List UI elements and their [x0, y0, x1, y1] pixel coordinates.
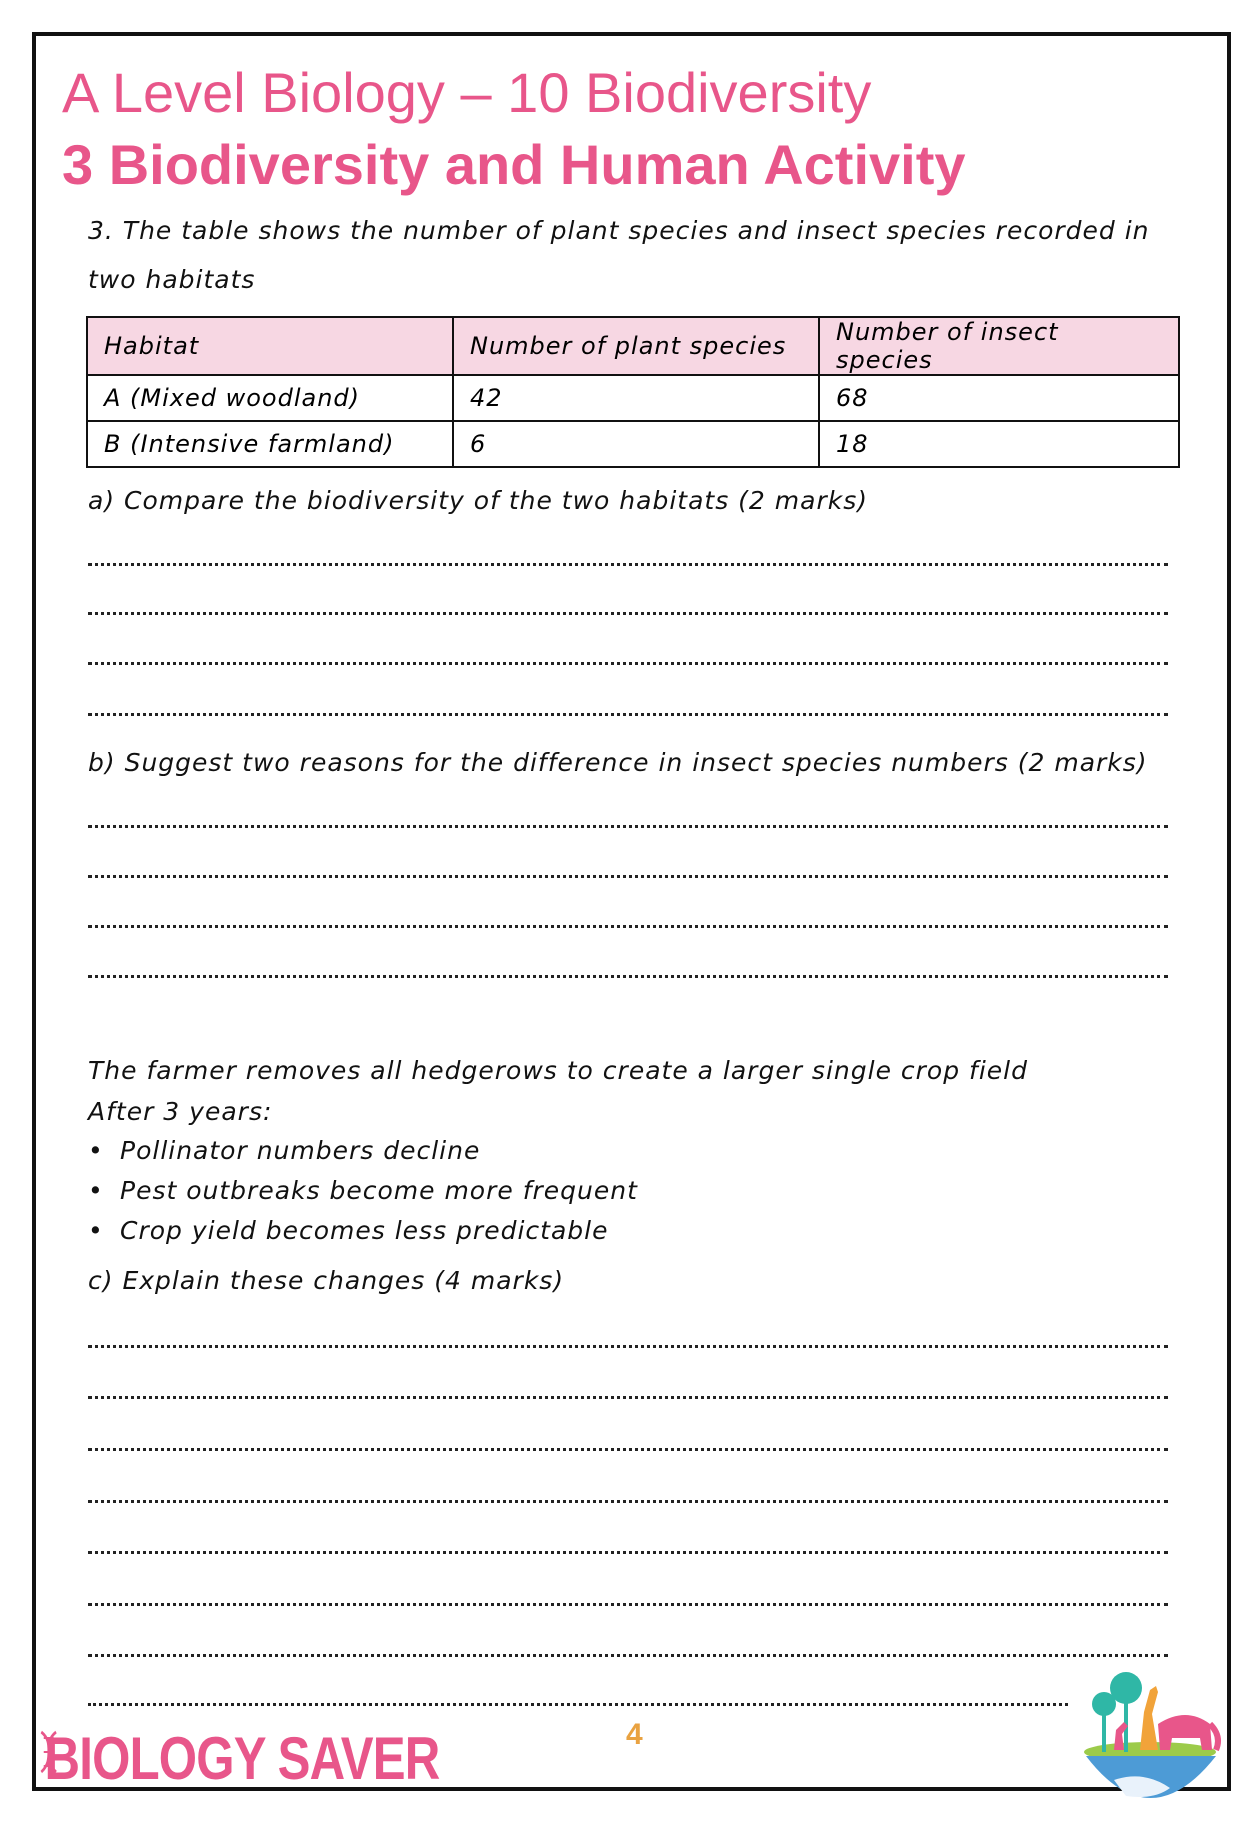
list-item: • Pest outbreaks become more frequent [88, 1171, 638, 1211]
table-header-cell: Habitat [87, 317, 453, 375]
table-cell: B (Intensive farmland) [87, 421, 453, 467]
table-header-cell: Number of insect species [819, 317, 1179, 375]
answer-line[interactable] [88, 1603, 1168, 1606]
answer-line[interactable] [88, 612, 1168, 615]
bullet-icon: • [88, 1136, 104, 1165]
question-intro: 3. The table shows the number of plant species and insect species recorded in two habitats [88, 216, 1150, 294]
answer-line[interactable] [88, 975, 1168, 978]
answer-line[interactable] [88, 662, 1168, 665]
page-number: 4 [626, 1718, 643, 1751]
answer-line[interactable] [88, 713, 1168, 716]
answer-line[interactable] [88, 563, 1168, 566]
scenario-line: The farmer removes all hedgerows to create a larger single crop field [88, 1056, 1028, 1085]
species-table [86, 316, 1180, 468]
part-a-prompt: a) Compare the biodiversity of the two habitats (2 marks) [88, 486, 868, 515]
answer-line[interactable] [88, 1345, 1168, 1348]
table-header-cell: Number of plant species [453, 317, 819, 375]
table-cell: A (Mixed woodland) [87, 375, 453, 421]
scenario-line: After 3 years: [88, 1097, 273, 1126]
table-row [87, 421, 1179, 467]
answer-line[interactable] [88, 1703, 1068, 1706]
answer-line[interactable] [88, 1448, 1168, 1451]
table-cell: 6 [453, 421, 819, 467]
page-title: A Level Biology – 10 Biodiversity [62, 61, 872, 124]
table-cell: 18 [819, 421, 1179, 467]
scenario-bullets [88, 1131, 638, 1251]
brand-logo: BIOLOGY SAVER [38, 1724, 439, 1793]
table-header-row [87, 317, 1179, 375]
table-cell: 42 [453, 375, 819, 421]
answer-line[interactable] [88, 825, 1168, 828]
answer-line[interactable] [88, 1500, 1168, 1503]
bullet-icon: • [88, 1176, 104, 1205]
part-b-prompt: b) Suggest two reasons for the difference in insect species numbers (2 marks) [88, 748, 1148, 777]
part-c-prompt: c) Explain these changes (4 marks) [88, 1266, 565, 1295]
answer-line[interactable] [88, 925, 1168, 928]
table-cell: 68 [819, 375, 1179, 421]
page-subtitle: 3 Biodiversity and Human Activity [62, 133, 966, 196]
table-row [87, 375, 1179, 421]
answer-line[interactable] [88, 1396, 1168, 1399]
list-item: • Crop yield becomes less predictable [88, 1211, 638, 1251]
answer-line[interactable] [88, 1551, 1168, 1554]
list-item: • Pollinator numbers decline [88, 1131, 638, 1171]
bullet-icon: • [88, 1216, 104, 1245]
answer-line[interactable] [88, 1654, 1168, 1657]
wildlife-globe-logo [1074, 1650, 1224, 1820]
answer-line[interactable] [88, 875, 1168, 878]
